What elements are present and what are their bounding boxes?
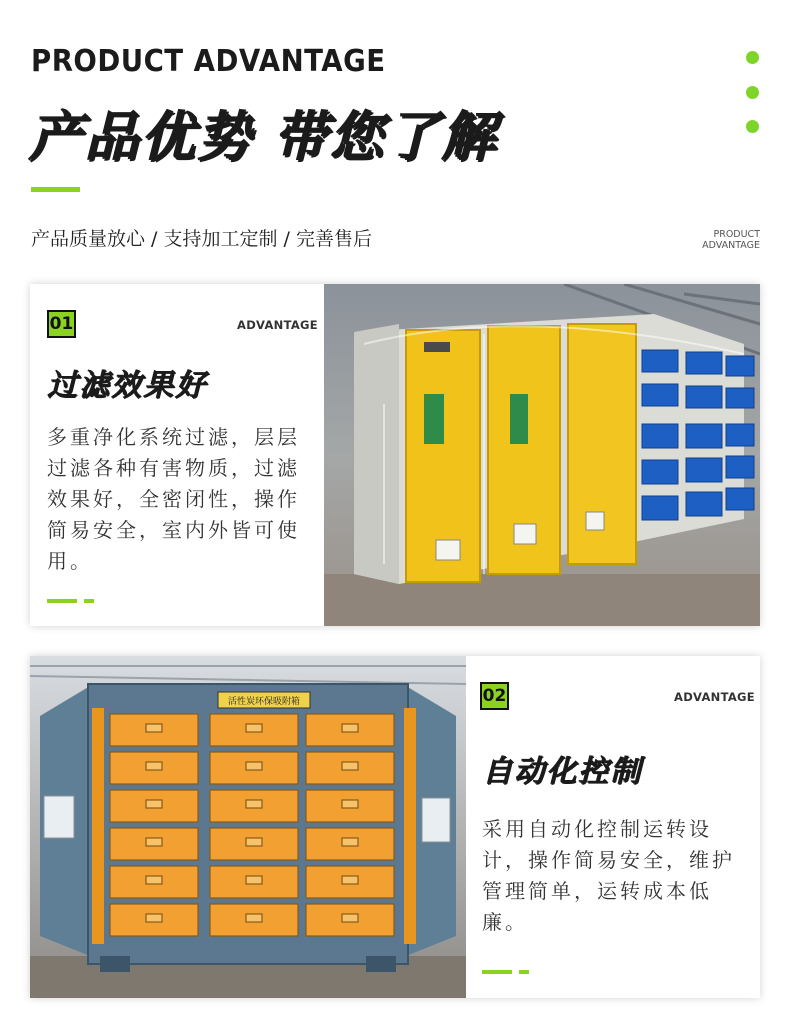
drawer-handle (246, 876, 262, 884)
card-advantage-tag: ADVANTAGE (237, 318, 318, 332)
drawer-handle (342, 800, 358, 808)
card-body-text: 采用自动化控制运转设计，操作简易安全，维护管理简单，运转成本低廉。 (482, 817, 735, 934)
card-number-badge: 01 (47, 310, 76, 338)
drawer-handle (342, 838, 358, 846)
filter-cabinet-photo-svg (324, 284, 760, 626)
drawer-handle (246, 914, 262, 922)
drawer-handle (342, 724, 358, 732)
card-product-photo (324, 284, 760, 626)
tag-line-2: ADVANTAGE (702, 240, 760, 251)
tag-line-1: PRODUCT (713, 229, 760, 240)
page-title-en: PRODUCT ADVANTAGE (31, 44, 386, 79)
page-subtitle: 产品质量放心 / 支持加工定制 / 完善售后 (31, 228, 372, 250)
card-accent-bar-long (47, 599, 77, 603)
decor-dot-3 (746, 120, 759, 133)
drawer-handle (246, 800, 262, 808)
card-title: 过滤效果好 (47, 368, 207, 403)
drawer-handle (246, 838, 262, 846)
drawer-handle (146, 914, 162, 922)
advantage-card-1 (30, 284, 760, 626)
card-product-photo (30, 656, 466, 998)
drawer-handle (342, 876, 358, 884)
advantage-card-2 (30, 656, 760, 998)
page-title-cn: 产品优势 带您了解 (28, 105, 497, 168)
product-advantage-tag (702, 229, 760, 251)
header-accent-bar (31, 187, 80, 192)
cabinet-top-label: 活性炭环保吸附箱 (227, 697, 301, 707)
card-advantage-tag: ADVANTAGE (674, 690, 755, 704)
drawer-handle (146, 838, 162, 846)
card-body-text: 多重净化系统过滤，层层过滤各种有害物质，过滤效果好，全密闭性，操作简易安全，室内外皆可使用。 (47, 425, 300, 573)
card-accent-bar-short (519, 970, 529, 974)
card-accent-bar-short (84, 599, 94, 603)
decor-dot-2 (746, 86, 759, 99)
card-title: 自动化控制 (482, 754, 642, 789)
activated-carbon-box-photo-svg (30, 656, 466, 998)
drawer-handle (342, 762, 358, 770)
drawer-handle (342, 914, 358, 922)
card-accent-bar-long (482, 970, 512, 974)
drawer-handle (146, 876, 162, 884)
drawer-handle (246, 724, 262, 732)
decor-dot-1 (746, 51, 759, 64)
drawer-handle (146, 724, 162, 732)
drawer-handle (246, 762, 262, 770)
drawer-handle (146, 762, 162, 770)
card-number-badge: 02 (480, 682, 509, 710)
drawer-handle (146, 800, 162, 808)
